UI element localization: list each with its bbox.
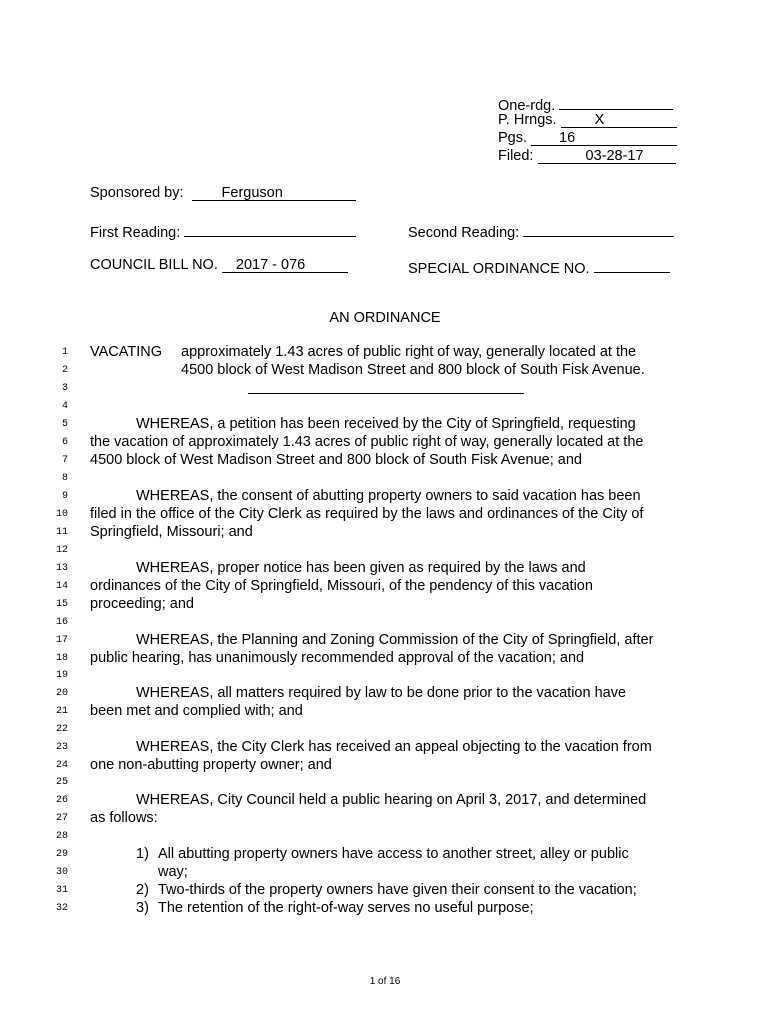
first-reading-label: First Reading: (90, 225, 181, 241)
filed-row (498, 147, 676, 165)
line-number: 5 (61, 419, 68, 430)
line-number: 2 (61, 365, 68, 376)
line-number: 4 (61, 401, 68, 412)
line-number: 24 (55, 760, 68, 771)
line-number: 28 (55, 831, 68, 842)
first-reading-row (90, 220, 356, 242)
line-number: 17 (55, 635, 68, 646)
body-line-29: All abutting property owners have access to another street, alley or public (158, 846, 629, 862)
finding-2-marker: 2) (136, 882, 149, 898)
special-ordinance-row (408, 256, 670, 278)
line-number: 3 (61, 383, 68, 394)
line-number: 19 (55, 670, 68, 681)
sponsor-value: Ferguson (221, 185, 283, 201)
council-bill-row (90, 256, 348, 274)
body-line-26: WHEREAS, City Council held a public hearing on April 3, 2017, and determined (136, 792, 647, 808)
p-hrngs-label: P. Hrngs. (498, 112, 557, 128)
line-number: 8 (61, 473, 68, 484)
line-number: 10 (55, 509, 68, 520)
second-reading-blank (523, 220, 674, 237)
filed-value: 03-28-17 (585, 148, 644, 164)
body-line-5: WHEREAS, a petition has been received by the City of Springfield, requesting (136, 416, 636, 432)
sponsor-label: Sponsored by: (90, 185, 184, 201)
line-number: 18 (55, 653, 68, 664)
line-number: 9 (61, 491, 68, 502)
line-number: 32 (55, 903, 68, 914)
line-number: 13 (55, 563, 68, 574)
body-line-31: Two-thirds of the property owners have given their consent to the vacation; (158, 882, 637, 898)
p-hrngs-value-wrap (561, 111, 677, 128)
body-line-9: WHEREAS, the consent of abutting property owners to said vacation has been (136, 488, 641, 504)
body-line-32: The retention of the right-of-way serves no useful purpose; (158, 900, 534, 916)
pgs-row (498, 129, 677, 147)
council-bill-label: COUNCIL BILL NO. (90, 257, 218, 273)
body-line-17: WHEREAS, the Planning and Zoning Commission of the City of Springfield, after (136, 632, 654, 648)
vacating-line-2: 4500 block of West Madison Street and 800 block of South Fisk Avenue. (181, 362, 645, 378)
line-number: 31 (55, 885, 68, 896)
body-line-23: WHEREAS, the City Clerk has received an appeal objecting to the vacation from (136, 739, 652, 755)
council-bill-value: 2017 - 076 (235, 257, 306, 273)
line-number: 1 (61, 347, 68, 358)
body-line-24: one non-abutting property owner; and (90, 757, 332, 773)
ordinance-title: AN ORDINANCE (329, 310, 441, 326)
page-number: 1 of 16 (369, 976, 401, 987)
body-line-18: public hearing, has unanimously recommended approval of the vacation; and (90, 650, 585, 666)
vacating-line-1: approximately 1.43 acres of public right of way, generally located at the (181, 344, 637, 360)
line-number: 22 (55, 724, 68, 735)
body-line-10: filed in the office of the City Clerk as required by the laws and ordinances of the City of (90, 506, 644, 522)
second-reading-row (408, 220, 674, 242)
line-number: 20 (55, 688, 68, 699)
first-reading-blank (184, 220, 356, 237)
body-line-11: Springfield, Missouri; and (90, 524, 253, 540)
finding-3-marker: 3) (136, 900, 149, 916)
line-number: 29 (55, 849, 68, 860)
pgs-value-wrap (531, 129, 677, 146)
special-ordinance-label: SPECIAL ORDINANCE NO. (408, 261, 590, 277)
second-reading-label: Second Reading: (408, 225, 520, 241)
line-number: 6 (61, 437, 68, 448)
filed-label: Filed: (498, 148, 534, 164)
finding-1-marker: 1) (136, 846, 149, 862)
line-number: 23 (55, 742, 68, 753)
line-number: 11 (55, 527, 68, 538)
sponsor-value-wrap (192, 184, 356, 201)
body-line-21: been met and complied with; and (90, 703, 303, 719)
body-line-13: WHEREAS, proper notice has been given as required by the laws and (136, 560, 586, 576)
body-line-30: way; (158, 864, 188, 880)
council-bill-value-wrap (222, 256, 348, 273)
line-number: 7 (61, 455, 68, 466)
body-line-20: WHEREAS, all matters required by law to be done prior to the vacation have (136, 685, 627, 701)
line-number: 26 (55, 795, 68, 806)
line-number: 12 (55, 545, 68, 556)
line-number: 25 (55, 777, 68, 788)
pgs-label: Pgs. (498, 130, 528, 146)
body-line-6: the vacation of approximately 1.43 acres of public right of way, generally located at the (90, 434, 644, 450)
special-ordinance-blank (594, 256, 670, 273)
vacating-divider (248, 393, 524, 394)
one-rdg-value (559, 93, 673, 110)
body-line-27: as follows: (90, 810, 158, 826)
line-number: 30 (55, 867, 68, 878)
body-line-15: proceeding; and (90, 596, 194, 612)
pgs-value: 16 (559, 130, 576, 146)
line-number: 21 (55, 706, 68, 717)
p-hrngs-row (498, 111, 677, 129)
line-number: 14 (55, 581, 68, 592)
sponsor-row (90, 184, 356, 202)
body-line-14: ordinances of the City of Springfield, Missouri, of the pendency of this vacation (90, 578, 593, 594)
filed-value-wrap (538, 147, 676, 164)
body-line-7: 4500 block of West Madison Street and 800 block of South Fisk Avenue; and (90, 452, 582, 468)
p-hrngs-value: X (594, 112, 605, 128)
line-number: 15 (55, 599, 68, 610)
line-number: 16 (55, 617, 68, 628)
line-number: 27 (55, 813, 68, 824)
one-rdg-label: One-rdg. (498, 98, 556, 114)
vacating-label: VACATING (90, 344, 162, 360)
